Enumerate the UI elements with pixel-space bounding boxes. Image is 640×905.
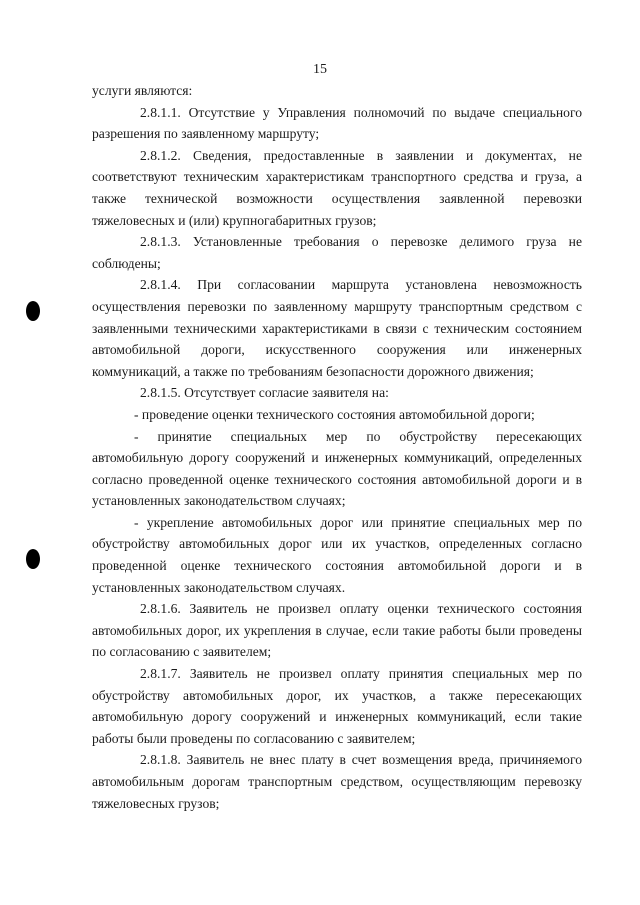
list-item-reinforcement: - укрепление автомобильных дорог или принятие специальных мер по обустройству автомобильных дорог или их участков, определенных согласно проведенной оценке технического состояния автомобильной дороги и в установленных законодательством случаях. <box>92 514 582 595</box>
paragraph-intro: услуги являются: <box>92 83 193 98</box>
paragraph-2-8-1-7: 2.8.1.7. Заявитель не произвел оплату принятия специальных мер по обустройству автомобильных дорог, их участков, а также пересекающих автомобильную дорогу сооружений и инженерных коммуникаций, если такие работы были проведены по согласованию с заявителем; <box>92 666 582 746</box>
list-item-special-measures: - принятие специальных мер по обустройству пересекающих автомобильную дорогу сооружений и инженерных коммуникаций, определенных согласно проведенной оценке технического состояния автомобильной дороги и в установленных законодательством случаях; <box>92 428 582 509</box>
paragraph-2-8-1-4: 2.8.1.4. При согласовании маршрута установлена невозможность осуществления перевозки по заявленному маршруту транспортным средством с заявленными техническими характеристиками в связи с техническим состоянием автомобильной дороги, искусственного сооружения или инженерных коммуникаций, а также по требованиям безопасности дорожного движения; <box>92 277 582 379</box>
page-number: 15 <box>313 62 327 77</box>
paragraph-2-8-1-8: 2.8.1.8. Заявитель не внес плату в счет возмещения вреда, причиняемого автомобильным дорогам транспортным средством, осуществляющим перевозку тяжеловесных грузов; <box>92 752 582 811</box>
punch-hole-top <box>26 301 40 321</box>
document-body <box>92 80 582 814</box>
paragraph-2-8-1-5: 2.8.1.5. Отсутствует согласие заявителя на: <box>140 385 389 401</box>
paragraph-2-8-1-6: 2.8.1.6. Заявитель не произвел оплату оценки технического состояния автомобильных дорог, их укрепления в случае, если такие работы были проведены по согласованию с заявителем; <box>92 601 582 660</box>
paragraph-2-8-1-3: 2.8.1.3. Установленные требования о перевозке делимого груза не соблюдены; <box>92 234 582 271</box>
punch-hole-bottom <box>26 549 40 569</box>
paragraph-2-8-1-2: 2.8.1.2. Сведения, предоставленные в заявлении и документах, не соответствуют техническим характеристикам транспортного средства и груза, а также технической возможности осуществления заявленной перевозки тяжеловесных и (или) крупногабаритных грузов; <box>92 147 582 228</box>
list-item-assessment: - проведение оценки технического состояния автомобильной дороги; <box>134 406 535 422</box>
paragraph-2-8-1-1: 2.8.1.1. Отсутствие у Управления полномочий по выдаче специального разрешения по заявленному маршруту; <box>92 104 582 142</box>
